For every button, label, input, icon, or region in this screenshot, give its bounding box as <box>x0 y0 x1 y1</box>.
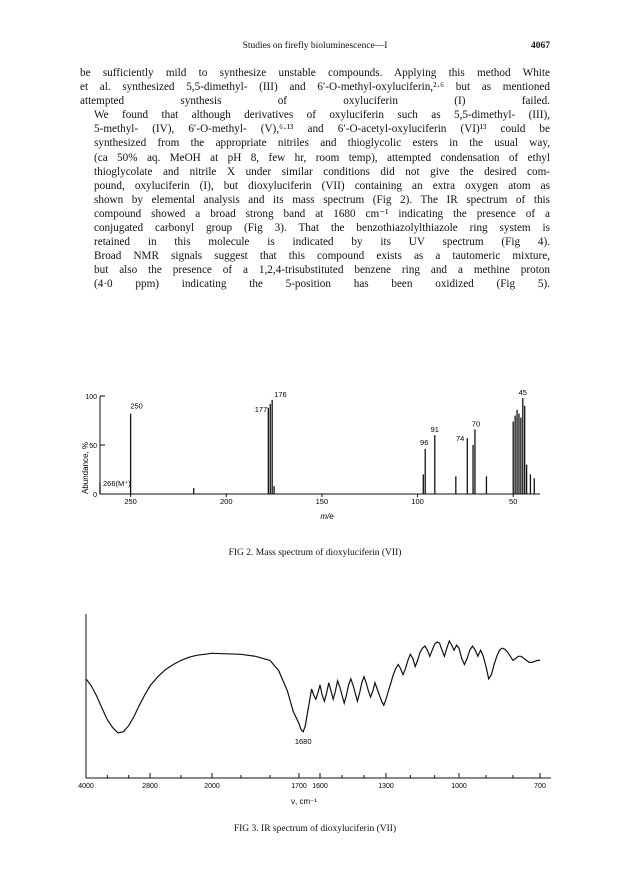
figure-2-caption: FIG 2. Mass spectrum of dioxyluciferin (VII) <box>228 548 402 558</box>
x-tick-label: 250 <box>124 497 137 506</box>
text-line: Broad NMR signals suggest that this compound exists as a tautomeric mixture, <box>94 250 550 263</box>
x-tick-label: 200 <box>220 497 233 506</box>
text-line: be sufficiently mild to synthesize unstable compounds. Applying this method White <box>80 67 550 79</box>
x-tick-label: 150 <box>315 497 329 506</box>
peak-label: 91 <box>430 425 439 435</box>
ir-spectrum-x-ticks <box>78 773 546 790</box>
peak-label: 177 <box>254 404 268 414</box>
mass-spectrum-axes <box>85 394 540 506</box>
text-line: (ca 50% aq. MeOH at pH 8, few hr, room temp), attempted condensation of ethyl <box>94 151 550 164</box>
figure-3-caption: FIG 3. IR spectrum of dioxyluciferin (VII) <box>233 824 397 834</box>
y-tick-label: 100 <box>85 394 97 401</box>
mass-spectrum-peaks <box>100 398 534 494</box>
page-number: 4067 <box>531 41 550 51</box>
peak-label: 250 <box>130 401 143 411</box>
y-tick-label: 50 <box>89 443 97 450</box>
text-line: synthesized from the appropriate nitriles and thioglycolic esters in the usual way, <box>94 137 550 150</box>
text-line: et al. synthesized 5,5-dimethyl- (III) and 6′-O-methyl-oxyluciferin,²·⁶ but as mentioned <box>80 81 550 94</box>
text-line: but also the presence of a 1,2,4-trisubstituted benzene ring and a methine proton <box>94 264 550 277</box>
mass-spectrum-x-axis-label: m/e <box>320 512 334 521</box>
peak-label: 45 <box>518 387 527 397</box>
text-line: compound showed a broad strong band at 1680 cm⁻¹ indicating the presence of a <box>94 207 550 220</box>
text-line: retained in this molecule is indicated by its UV spectrum (Fig 4). <box>94 236 550 249</box>
ir-tick-label: 1000 <box>451 783 467 790</box>
y-tick-label: 0 <box>93 492 97 499</box>
ir-tick-label: 2000 <box>204 783 220 790</box>
peak-label: 74 <box>455 434 465 444</box>
text-line: (4·0 ppm) indicating the 5-position has been oxidized (Fig 5). <box>94 278 550 291</box>
peak-label: 70 <box>471 419 481 429</box>
peak-label: 96 <box>420 437 429 447</box>
paragraph-1 <box>80 66 550 108</box>
ir-tick-label: 700 <box>534 783 546 790</box>
ir-peak-annotation-1680: 1680 <box>294 736 312 746</box>
ir-tick-label: 1300 <box>378 783 394 790</box>
x-tick-label: 100 <box>411 497 424 506</box>
ir-spectrum-trace <box>86 641 540 733</box>
ir-tick-label: 1700 <box>291 783 307 790</box>
text-line: shown by elemental analysis and its mass spectrum (Fig 2). The IR spectrum of this <box>94 193 550 206</box>
mass-spectrum-peak-labels <box>103 388 527 488</box>
ir-tick-label: 1600 <box>312 783 328 790</box>
text-line: conjugated carbonyl group (Fig 3). That the benzothiazolylthiazole ring system is <box>94 222 550 235</box>
paragraph-2 <box>80 108 550 249</box>
body-text <box>80 66 550 292</box>
text-line: 5-methyl- (IV), 6′-O-methyl- (V),⁶·¹³ and 6′-O-acetyl-oxyluciferin (VI)¹³ could be <box>94 123 550 136</box>
x-tick-label: 50 <box>509 497 518 506</box>
mass-spectrum-y-axis-label: Abundance, % <box>81 441 90 495</box>
ir-tick-label: 4000 <box>78 783 94 790</box>
running-header <box>80 41 550 55</box>
ir-tick-label: 2800 <box>142 783 158 790</box>
peak-label: 176 <box>274 389 287 399</box>
text-line: thioglycolate and nitrile X under similar conditions did not give the desired com- <box>94 165 550 178</box>
paragraph-3 <box>80 249 550 291</box>
running-title: Studies on firefly bioluminescence—I <box>242 41 388 51</box>
ir-spectrum-x-axis-label: ν, cm⁻¹ <box>291 797 317 806</box>
ir-spectrum-frame <box>86 614 551 778</box>
text-line: attempted synthesis of oxyluciferin (I) failed. <box>80 95 550 108</box>
peak-label: 266(M⁺) <box>103 479 131 489</box>
text-line: We found that although derivatives of oxyluciferin such as 5,5-dimethyl- (III), <box>94 109 550 122</box>
text-line: pound, oxyluciferin (I), but dioxyluciferin (VII) containing an extra oxygen atom as <box>94 179 550 192</box>
